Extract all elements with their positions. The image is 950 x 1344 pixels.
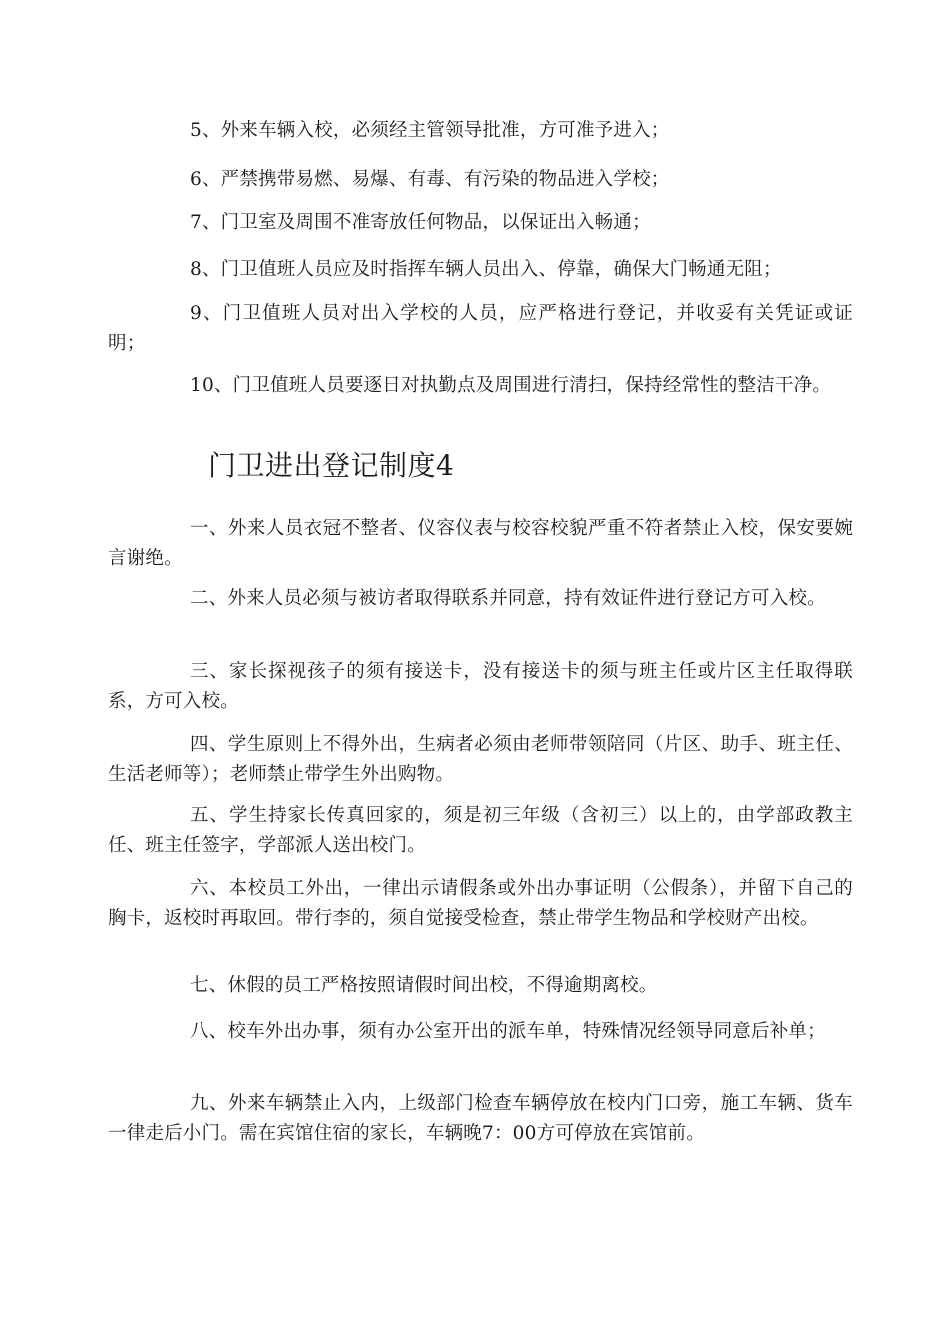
rule-7: 7、门卫室及周围不准寄放任何物品，以保证出入畅通；: [190, 212, 651, 233]
regulation-2: 二、外来人员必须与被访者取得联系并同意，持有效证件进行登记方可入校。: [190, 588, 826, 609]
regulation-4: 四、学生原则上不得外出，生病者必须由老师带领陪同（片区、助手、班主任、生活老师等）；老师禁止带学生外出购物。: [108, 734, 853, 785]
regulation-5: 五、学生持家长传真回家的，须是初三年级（含初三）以上的，由学部政教主任、班主任签字，学部派人送出校门。: [108, 805, 853, 856]
regulation-3: 三、家长探视孩子的须有接送卡，没有接送卡的须与班主任或片区主任取得联系，方可入校。: [108, 661, 853, 712]
section-title: 门卫进出登记制度4: [208, 449, 455, 482]
rule-6: 6、严禁携带易燃、易爆、有毒、有污染的物品进入学校；: [190, 169, 670, 190]
rule-10: 10、门卫值班人员要逐日对执勤点及周围进行清扫，保持经常性的整洁干净。: [190, 375, 832, 396]
rule-9: 9、门卫值班人员对出入学校的人员，应严格进行登记，并收妥有关凭证或证明；: [108, 303, 853, 354]
rule-5: 5、外来车辆入校，必须经主管领导批准，方可准予进入；: [190, 120, 670, 141]
regulation-7: 七、休假的员工严格按照请假时间出校，不得逾期离校。: [190, 975, 658, 996]
regulation-9: 九、外来车辆禁止入内，上级部门检查车辆停放在校内门口旁，施工车辆、货车一律走后小门。需在宾馆住宿的家长，车辆晚7：00方可停放在宾馆前。: [108, 1093, 853, 1144]
regulation-1: 一、外来人员衣冠不整者、仪容仪表与校容校貌严重不符者禁止入校，保安要婉言谢绝。: [108, 518, 853, 569]
rule-8: 8、门卫值班人员应及时指挥车辆人员出入、停靠，确保大门畅通无阻；: [190, 259, 782, 280]
regulation-6: 六、本校员工外出，一律出示请假条或外出办事证明（公假条），并留下自己的胸卡，返校时再取回。带行李的，须自觉接受检查，禁止带学生物品和学校财产出校。: [108, 878, 853, 929]
regulation-8: 八、校车外出办事，须有办公室开出的派车单，特殊情况经领导同意后补单；: [190, 1021, 826, 1042]
